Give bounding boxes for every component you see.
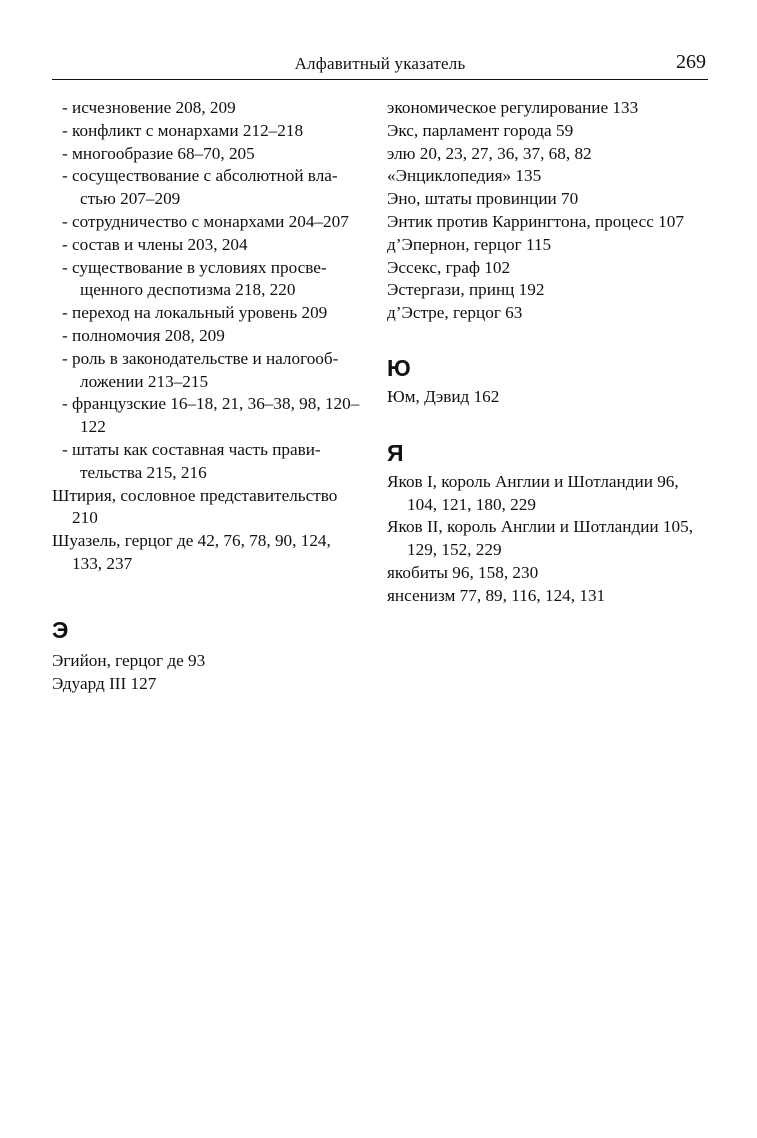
page-number: 269 (676, 51, 706, 73)
index-subentry: - полномочия 208, 209 (62, 325, 225, 345)
index-column-left (52, 97, 364, 695)
index-entry: Эссекс, граф 102 (387, 257, 511, 277)
index-subentry: - сосуществование с абсолютной вла-стью 207–209 (62, 166, 338, 209)
index-subentry: - французские 16–18, 21, 36–38, 98, 120–122 (62, 394, 360, 437)
index-entry: Шуазель, герцог де 42, 76, 78, 90, 124, 133, 237 (52, 531, 331, 573)
index-subentry: - переход на локальный уровень 209 (62, 303, 328, 323)
index-entry: якобиты 96, 158, 230 (387, 562, 539, 582)
index-subentry: - штаты как составная часть прави-тельства 215, 216 (62, 439, 321, 482)
index-entry: элю 20, 23, 27, 36, 37, 68, 82 (387, 143, 592, 163)
index-entry: Экс, парламент города 59 (387, 120, 574, 140)
running-header (52, 51, 708, 80)
index-column-right (387, 97, 705, 608)
index-entry: экономическое регулирование 133 (387, 98, 639, 117)
section-letter-yu: Ю (387, 354, 411, 381)
index-entry: Эно, штаты провинции 70 (387, 189, 579, 209)
index-entry: Эстергази, принц 192 (387, 280, 545, 300)
index-entry: Штирия, сословное представительство 210 (52, 485, 338, 528)
index-entry: д’Эпернон, герцог 115 (387, 234, 552, 254)
index-entry: «Энциклопедия» 135 (387, 166, 542, 186)
index-subentry: - многообразие 68–70, 205 (62, 143, 255, 163)
header-title: Алфавитный указатель (294, 54, 466, 73)
index-entry: Эгийон, герцог де 93 (52, 650, 206, 670)
index-subentry: - сотрудничество с монархами 204–207 (62, 211, 349, 231)
index-entry: Эдуард III 127 (52, 673, 157, 693)
index-entry: Энтик против Каррингтона, процесс 107 (387, 211, 684, 231)
index-entry: Юм, Дэвид 162 (387, 386, 500, 406)
index-subentry: - существование в условиях просве-щенного деспотизма 218, 220 (62, 257, 327, 300)
section-letter-ya: Я (387, 439, 404, 466)
index-subentry: - состав и члены 203, 204 (62, 234, 248, 254)
index-subentry: - исчезновение 208, 209 (62, 98, 236, 117)
section-letter-e: Э (52, 616, 69, 643)
index-entry: д’Эстре, герцог 63 (387, 303, 523, 323)
index-entry: Яков I, король Англии и Шотландии 96, 104, 121, 180, 229 (387, 471, 679, 514)
index-subentry: - роль в законодательстве и налогооб-ложении 213–215 (62, 348, 339, 391)
index-entry: янсенизм 77, 89, 116, 124, 131 (387, 585, 606, 605)
index-entry: Яков II, король Англии и Шотландии 105, 129, 152, 229 (387, 517, 693, 560)
index-subentry: - конфликт с монархами 212–218 (62, 120, 304, 140)
